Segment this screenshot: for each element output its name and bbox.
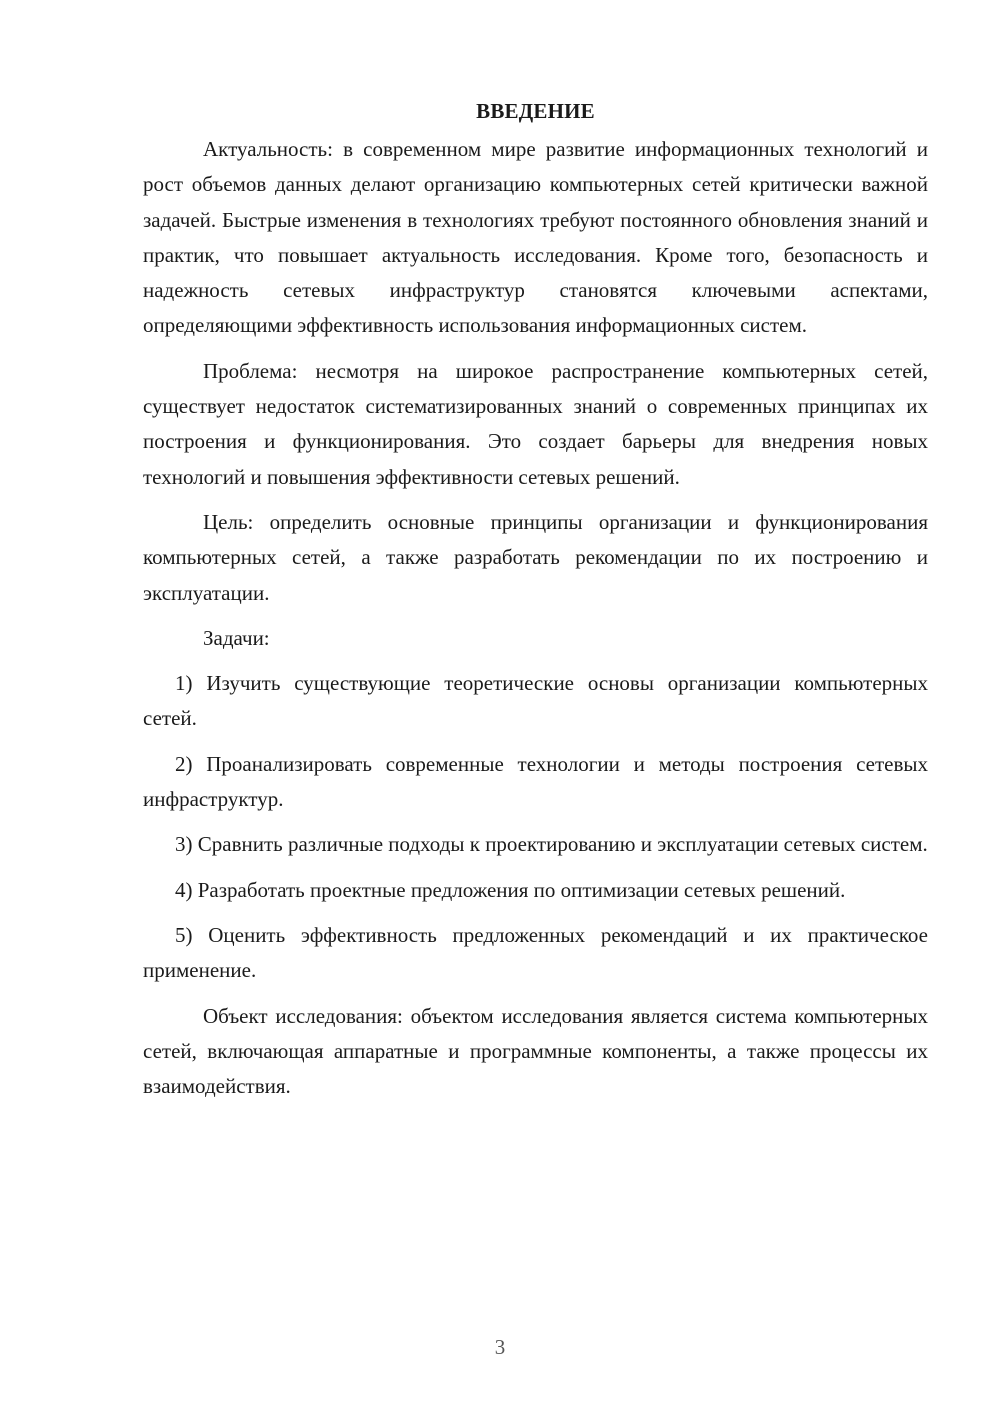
- document-page: [143, 96, 928, 1114]
- paragraph-relevance: Актуальность: в современном мире развитие информационных технологий и рост объемов данных делают организацию компьютерных сетей критически важной задачей. Быстрые изменения в технологиях требуют постоянного обновления знаний и практик, что повышает актуальность исследования. Кроме того, безопасность и надежность сетевых инфраструктур становятся ключевыми аспектами, определяющими эффективность использования информационных систем.: [143, 137, 928, 338]
- task-item-2: 2) Проанализировать современные технологии и методы построения сетевых инфраструктур.: [143, 751, 928, 812]
- paragraph-problem: Проблема: несмотря на широкое распространение компьютерных сетей, существует недостаток систематизированных знаний о современных принципах их построения и функционирования. Это создает барьеры для внедрения новых технологий и повышения эффективности сетевых решений.: [143, 358, 928, 489]
- tasks-heading: Задачи:: [203, 625, 270, 650]
- page-number: 3: [494, 1335, 506, 1359]
- tasks-list: [143, 666, 928, 988]
- task-item-4: 4) Разработать проектные предложения по оптимизации сетевых решений.: [175, 877, 846, 902]
- page-title: ВВЕДЕНИЕ: [476, 99, 595, 123]
- paragraph-goal: Цель: определить основные принципы организации и функционирования компьютерных сетей, а также разработать рекомендации по их построению и эксплуатации.: [143, 509, 928, 605]
- paragraph-object: Объект исследования: объектом исследования является система компьютерных сетей, включающая аппаратные и программные компоненты, а также процессы их взаимодействия.: [143, 1003, 928, 1099]
- task-item-3: 3) Сравнить различные подходы к проектированию и эксплуатации сетевых систем.: [175, 832, 928, 857]
- task-item-5: 5) Оценить эффективность предложенных рекомендаций и их практическое применение.: [143, 922, 928, 983]
- task-item-1: 1) Изучить существующие теоретические основы организации компьютерных сетей.: [143, 671, 928, 731]
